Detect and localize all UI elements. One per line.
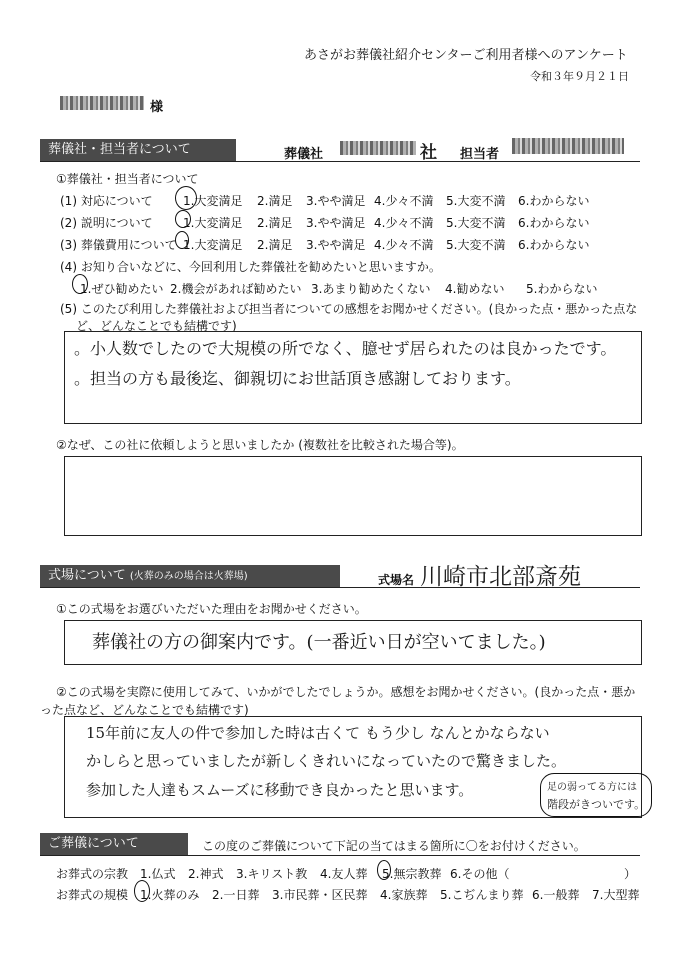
- venue-q2-handwritten-line3: 参加した人達もスムーズに移動でき良かったと思います。: [86, 781, 474, 799]
- company-name-visible-char: 社: [420, 143, 437, 163]
- religion-option[interactable]: 3.キリスト教: [236, 867, 308, 881]
- rating-option[interactable]: 2.満足: [257, 194, 293, 208]
- recommend-option[interactable]: 2.機会があれば勧めたい: [170, 282, 302, 296]
- section-funeral-company-bar: 葬儀社・担当者について: [40, 139, 236, 161]
- rating-option[interactable]: 4.少々不満: [374, 194, 434, 208]
- rating-option[interactable]: 1.大変満足: [183, 194, 243, 208]
- rating-option[interactable]: 1.大変満足: [183, 238, 243, 252]
- selection-circle: [175, 186, 197, 210]
- scale-option[interactable]: 7.大型葬: [592, 888, 640, 902]
- recommend-option[interactable]: 3.あまり勧めたくない: [311, 282, 431, 296]
- q5-label-line1: (5) このたび利用した葬儀社および担当者についての感想をお聞かせください。(良かった点・悪かった点な: [60, 302, 638, 316]
- religion-other-close: ）: [624, 867, 637, 881]
- selection-circle: [134, 880, 150, 902]
- section-venue-note: (火葬のみの場合は火葬場): [129, 571, 248, 582]
- customer-name-redacted: [60, 96, 144, 110]
- venue-q2-note-line1: 足の弱ってる方には: [547, 782, 637, 793]
- q2-reason-label: ②なぜ、この社に依頼しようと思いましたか (複数社を比較された場合等)。: [56, 438, 464, 452]
- venue-q2-label-line1: ②この式場を実際に使用してみて、いかがでしたでしょうか。感想をお聞かせください。(良かった点・悪か: [56, 685, 636, 699]
- scale-option[interactable]: 2.一日葬: [212, 888, 260, 902]
- selection-circle: [175, 210, 191, 228]
- rating-option[interactable]: 5.大変不満: [446, 216, 506, 230]
- venue-q2-label-line2: った点など、どんなことでも結構です): [40, 703, 249, 717]
- survey-date: 令和３年９月２１日: [530, 70, 629, 83]
- staff-name-redacted: [512, 138, 624, 154]
- rating-option[interactable]: 6.わからない: [518, 194, 590, 208]
- rating-option[interactable]: 6.わからない: [518, 238, 590, 252]
- religion-label: お葬式の宗教: [56, 867, 129, 881]
- rating-option[interactable]: 5.大変不満: [446, 238, 506, 252]
- venue-name-handwritten: 川崎市北部斎苑: [420, 564, 581, 590]
- rating-option[interactable]: 4.少々不満: [374, 238, 434, 252]
- venue-q1-handwritten: 葬儀社の方の御案内です。(一番近い日が空いてました。): [92, 632, 546, 653]
- selection-circle: [175, 231, 189, 249]
- row-label: (3) 葬儀費用について: [60, 238, 177, 252]
- venue-q2-note-line2: 階段がきついです。: [547, 798, 646, 811]
- customer-honorific: 様: [150, 100, 164, 115]
- venue-q1-label: ①この式場をお選びいただいた理由をお聞かせください。: [56, 602, 367, 616]
- section3-divider: [40, 855, 640, 856]
- rating-option[interactable]: 2.満足: [257, 216, 293, 230]
- scale-option[interactable]: 6.一般葬: [532, 888, 580, 902]
- row-label: (1) 対応について: [60, 194, 153, 208]
- q1-title: ①葬儀社・担当者について: [56, 172, 199, 186]
- section1-divider: [40, 161, 640, 162]
- section3-instruction: この度のご葬儀について下記の当てはまる箇所に〇をお付けください。: [202, 839, 586, 853]
- venue-q2-note-bubble: [540, 773, 652, 817]
- venue-label: 式場名: [378, 573, 415, 587]
- recommend-option[interactable]: 5.わからない: [526, 282, 598, 296]
- rating-option[interactable]: 2.満足: [257, 238, 293, 252]
- rating-option[interactable]: 4.少々不満: [374, 216, 434, 230]
- staff-label: 担当者: [460, 147, 500, 162]
- section-venue-bar: [40, 565, 340, 587]
- company-label: 葬儀社: [284, 147, 324, 162]
- rating-option[interactable]: 3.やや満足: [306, 194, 366, 208]
- scale-option[interactable]: 4.家族葬: [380, 888, 428, 902]
- venue-q2-handwritten-line2: かしらと思っていましたが新しくきれいになっていたので驚きました。: [86, 752, 567, 770]
- rating-option[interactable]: 3.やや満足: [306, 216, 366, 230]
- rating-option[interactable]: 5.大変不満: [446, 194, 506, 208]
- religion-option[interactable]: 2.神式: [188, 867, 224, 881]
- recommend-option[interactable]: 1.ぜひ勧めたい: [80, 282, 164, 296]
- religion-option[interactable]: 4.友人葬: [320, 867, 368, 881]
- q4-label: (4) お知り合いなどに、今回利用した葬儀社を勧めたいと思いますか。: [60, 260, 441, 274]
- selection-circle: [377, 860, 391, 880]
- q2-reason-box[interactable]: [64, 456, 642, 536]
- rating-option[interactable]: 6.わからない: [518, 216, 590, 230]
- scale-option[interactable]: 1.火葬のみ: [140, 888, 200, 902]
- rating-option[interactable]: 1.大変満足: [183, 216, 243, 230]
- rating-option[interactable]: 3.やや満足: [306, 238, 366, 252]
- religion-option[interactable]: 6.その他（: [450, 867, 510, 881]
- religion-option[interactable]: 5.無宗教葬: [382, 867, 442, 881]
- scale-option[interactable]: 3.市民葬・区民葬: [272, 888, 368, 902]
- q5-label-line2: ど、どんなことでも結構です): [76, 319, 237, 333]
- q5-handwritten-line1: 。小人数でしたので大規模の所でなく、臆せず居られたのは良かったです。: [74, 339, 617, 358]
- recommend-option[interactable]: 4.勧めない: [445, 282, 505, 296]
- selection-circle: [72, 274, 88, 294]
- scale-option[interactable]: 5.こぢんまり葬: [440, 888, 524, 902]
- venue-q2-handwritten-line1: 15年前に友人の件で参加した時は古くて もう少し なんとかならない: [86, 724, 550, 742]
- scale-label: お葬式の規模: [56, 888, 129, 902]
- section-funeral-bar: ご葬儀について: [40, 833, 188, 855]
- company-name-redacted: [340, 141, 416, 155]
- section-venue-title: 式場について: [48, 568, 126, 583]
- survey-title: あさがお葬儀社紹介センターご利用者様へのアンケート: [304, 48, 628, 63]
- q5-handwritten-line2: 。担当の方も最後迄、御親切にお世話頂き感謝しております。: [74, 369, 521, 388]
- row-label: (2) 説明について: [60, 216, 153, 230]
- religion-option[interactable]: 1.仏式: [140, 867, 176, 881]
